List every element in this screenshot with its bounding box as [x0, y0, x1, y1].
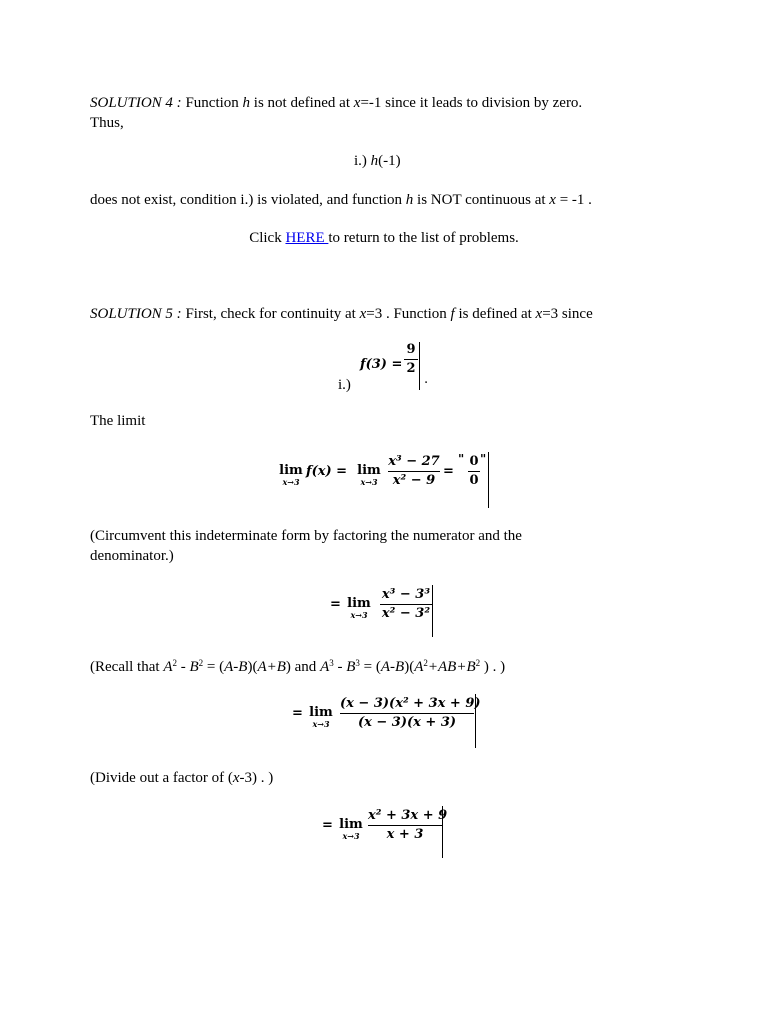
circumvent-text-1: (Circumvent this indeterminate form by factoring the numerator and the	[90, 528, 522, 544]
circumvent-text-2: denominator.)	[90, 548, 174, 564]
solution-4-text: SOLUTION 4 : Function h is not defined at x=-1 since it leads to division by zero.	[90, 95, 583, 111]
solution-5-text: SOLUTION 5 : First, check for continuity at x=3 . Function f is defined at x=3 since	[90, 306, 593, 322]
recall-identities-text: (Recall that $A^2 - B^2 = (A-B)(A+B)$ and $A^3 - B^3 = (A-B)(A^2+AB+B^2$ ) . )	[90, 658, 506, 675]
divide-out-text: (Divide out a factor of (x-3) . )	[90, 770, 274, 786]
fraction-0-over-0: 0 0	[469, 454, 479, 488]
limit-equation-3: = lim x→3 (x − 3)(x² + 3x + 9) (x − 3)(x + 3)	[292, 694, 482, 748]
lim-operator: lim x→3	[339, 817, 363, 841]
f3-equation: f(3) = 9 2 .	[358, 342, 438, 392]
limit-equation-2: = lim x→3 x³ − 3³ x² − 3²	[330, 585, 440, 639]
limit-equation-4: = lim x→3 x² + 3x + 9 x + 3	[322, 806, 452, 860]
condition-h-text: i.) h(-1)	[354, 153, 401, 169]
lim-operator: lim x→3	[357, 463, 381, 487]
does-not-exist-text: does not exist, condition i.) is violated, and function h is NOT continuous at x = -1 .	[90, 192, 592, 208]
fraction-simplified: x² + 3x + 9 x + 3	[368, 808, 448, 842]
the-limit-text: The limit	[90, 413, 146, 429]
lim-operator: lim x→3	[347, 596, 371, 620]
thus-text: Thus,	[90, 115, 124, 131]
return-link-line: Click HERE to return to the list of problems.	[249, 230, 519, 246]
fraction-factored: (x − 3)(x² + 3x + 9) (x − 3)(x + 3)	[340, 696, 481, 730]
fraction-x3-27-over-x2-9: x³ − 27 x² − 9	[388, 454, 440, 488]
solution-5-label: SOLUTION 5 :	[90, 306, 182, 322]
condition-i-label: i.)	[338, 377, 351, 393]
lim-operator: lim x→3	[309, 705, 333, 729]
lim-operator: lim x→3	[279, 463, 303, 487]
fraction-9-over-2: 9 2	[404, 342, 418, 377]
limit-equation-1: lim x→3 f(x) = lim x→3 x³ − 27 x² − 9 = " 0 0 "	[278, 450, 498, 510]
fraction-x3-33-over-x2-32: x³ − 3³ x² − 3²	[381, 587, 431, 621]
here-link[interactable]: HERE	[285, 230, 329, 246]
solution-4-label: SOLUTION 4 :	[90, 95, 182, 111]
